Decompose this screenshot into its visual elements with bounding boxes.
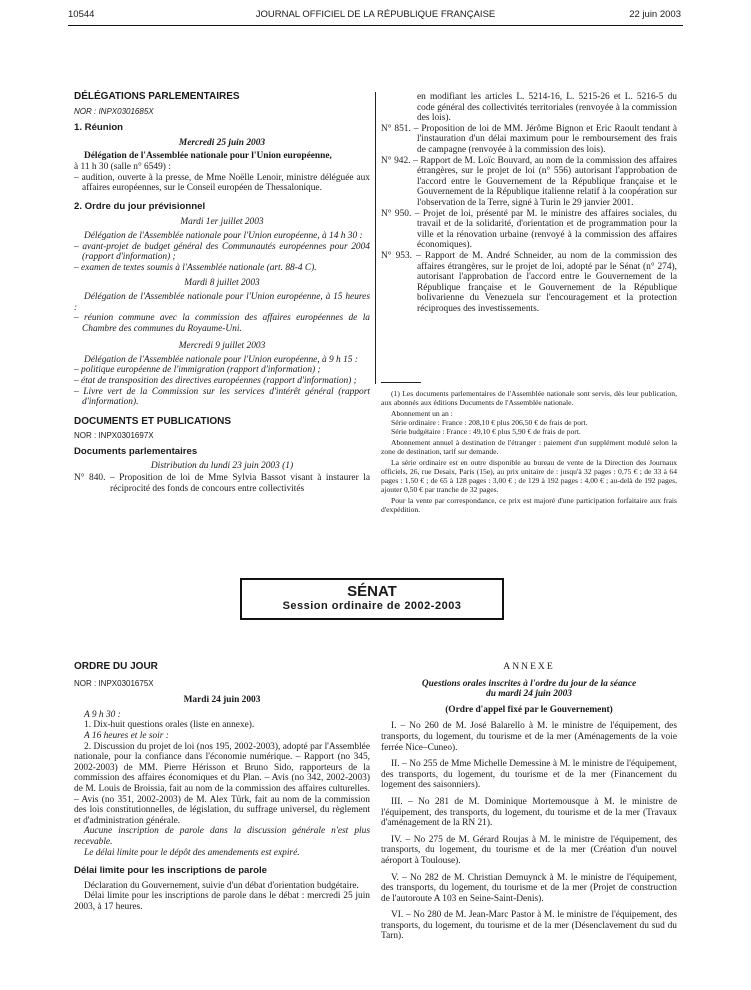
correspondance: Pour la vente par correspondance, ce prix est majoré d'une participation forfaitaire aux frais d'expédition.: [381, 496, 677, 514]
block-item: – politique européenne de l'immigration (rapport d'information) ;: [74, 365, 321, 376]
ordre-date: Mardi 24 juin 2003: [183, 695, 261, 706]
header-date: 22 juin 2003: [629, 9, 681, 20]
ordre-delai-amendements: Le délai limite pour le dépôt des amendements est expiré.: [84, 847, 300, 858]
annexe-appel: (Ordre d'appel fixé par le Gouvernement): [445, 704, 613, 715]
senat-session: Session ordinaire de 2002-2003: [282, 600, 462, 612]
serie-budgetaire: Série budgétaire : France : 49,10 € plus 5,90 € de frais de port.: [391, 427, 581, 436]
block-intro: Délégation de l'Assemblée nationale pour l'Union européenne, à 9 h 15 :: [84, 354, 358, 365]
senat-box: [240, 578, 504, 620]
block-item: – examen de textes soumis à l'Assemblée nationale (art. 88-4 C).: [74, 262, 317, 273]
ordre-item1: 1. Dix-huit questions orales (liste en annexe).: [84, 720, 255, 731]
document-840: N° 840. – Proposition de loi de Mme Sylvia Bassot visant à instaurer la réciprocité des fonds de concours entre collectivités: [74, 473, 370, 494]
block-date: Mardi 8 juillet 2003: [184, 278, 260, 289]
question-item: V. – No 282 de M. Christian Demuynck à M. le ministre de l'équipement, des transports, du logement, du tourisme et de la mer (Projet de construction de l'autoroute A 103 en Seine-Saint-Denis).: [381, 872, 677, 904]
documents-nor: NOR : INPX0301697X: [74, 431, 154, 441]
block-item: – réunion commune avec la commission des affaires européennes de la Chambre des communes du Royaume-Uni.: [74, 313, 370, 334]
document-942: N° 942. – Rapport de M. Loïc Bouvard, au nom de la commission des affaires étrangères, sur le projet de loi (n° 556) autorisant l'approbation de l'accord entre le Gouvernement de la République française et le Gouvernement de la République italienne relatif à la coopération sur l'observation de la Terre, signé à Turin le 29 janvier 2001.: [381, 155, 677, 208]
question-item: II. – No 255 de Mme Michelle Demessine à M. le ministre de l'équipement, des transports, du logement, du tourisme et de la mer (Financement du logement des saisonniers).: [381, 759, 677, 791]
reunion-time: à 11 h 30 (salle n° 6549) :: [74, 161, 171, 172]
documents-heading: DOCUMENTS ET PUBLICATIONS: [74, 415, 232, 427]
footnote-rule: [381, 382, 421, 383]
ordre-16h: A 16 heures et le soir :: [84, 730, 169, 741]
block-item: – avant-projet de budget général des Communautés européennes pour 2004 (rapport d'information) ;: [74, 241, 370, 263]
block-date: Mercredi 9 juillet 2003: [178, 341, 266, 352]
footnote: (1) Les documents parlementaires de l'Assemblée nationale sont servis, dès leur publication, aux abonnés aux éditions Documents de l'Assemblée nationale.: [381, 389, 677, 407]
senat-title: SÉNAT: [347, 583, 397, 600]
block-item: – état de transposition des directives européennes (rapport d'information) ;: [74, 376, 357, 387]
question-item: IV. – No 275 de M. Gérard Roujas à M. le ministre de l'équipement, des transports, du logement, du tourisme et de la mer (Création d'un nouvel aéroport à Toulouse).: [381, 834, 677, 866]
journal-title: JOURNAL OFFICIEL DE LA RÉPUBLIQUE FRANÇAISE: [255, 9, 496, 20]
page-number: 10544: [68, 9, 95, 20]
reunion-date: Mercredi 25 juin 2003: [178, 137, 266, 148]
document-840-continued: en modifiant les articles L. 5214-16, L. 5215-26 et L. 5216-5 du code général des collectivités territoriales (renvoyée à la commission des lois).: [417, 92, 677, 124]
ordre-previsionnel-title: 2. Ordre du jour prévisionnel: [74, 200, 206, 212]
ordre-item2: 2. Discussion du projet de loi (nos 195, 2002-2003), adopté par l'Assemblée nationale, pour la confiance dans l'économie numérique. – Rapport (no 345, 2002-2003) de MM. Pierre Hérisson et Bruno Sido, rapporteurs de la commission des affaires économiques et du Plan. – Avis (no 342, 2002-2003) de M. Louis de Broissia, fait au nom de la commission des affaires culturelles. – Avis (no 351, 2002-2003) de M. Alex Türk, fait au nom de la commission des lois constitutionnelles, de législation, du suffrage universel, du règlement et d'administration générale.: [74, 741, 370, 826]
annexe-column: [381, 662, 677, 942]
block-intro: Délégation de l'Assemblée nationale pour l'Union européenne, à 14 h 30 :: [84, 230, 363, 241]
declaration: Déclaration du Gouvernement, suivie d'un débat d'orientation budgétaire.: [84, 880, 359, 891]
right-column: [381, 92, 677, 314]
block-intro: Délégation de l'Assemblée nationale pour l'Union européenne, à 15 heures :: [74, 291, 370, 313]
reunion-title: 1. Réunion: [74, 122, 124, 134]
vente: La série ordinaire est en outre disponible au bureau de vente de la Direction des Journaux officiels, 26, rue Desaix, Paris (15e), au prix unitaire de : jusqu'à 32 pages : 0,75 € ; de 33 à 64 pages : 1,50 € ; de 65 à 128 pages : 3,00 € ; de 129 à 192 pages : 4,00 € ; au-delà de 192 pages, ajouter 0,50 € par tranche de 32 pages.: [381, 458, 677, 494]
annexe-heading: ANNEXE: [503, 661, 555, 672]
block-item: – Livre vert de la Commission sur les services d'intérêt général (rapport d'information).: [74, 386, 370, 408]
delai-title: Délai limite pour les inscriptions de parole: [74, 865, 267, 877]
ordre-930: A 9 h 30 :: [84, 709, 121, 720]
delegations-heading: DÉLÉGATIONS PARLEMENTAIRES: [74, 91, 240, 102]
question-item: VI. – No 280 de M. Jean-Marc Pastor à M. le ministre de l'équipement, des transports, du logement, du tourisme et de la mer (Désenclavement du sud du Tarn).: [381, 910, 677, 942]
documents-distribution: Distribution du lundi 23 juin 2003 (1): [150, 460, 294, 471]
column-divider: [375, 92, 376, 384]
etranger: Abonnement annuel à destination de l'étranger : paiement d'un supplément modulé selon la zone de destination, tarif sur demande.: [381, 438, 677, 456]
ordre-aucune: Aucune inscription de parole dans la discussion générale n'est plus recevable.: [74, 826, 370, 847]
document-953: N° 953. – Rapport de M. André Schneider, au nom de la commission des affaires étrangères, sur le projet de loi, adopté par le Sénat (n° 274), autorisant l'approbation de l'accord entre le Gouvernement de la République française et le Gouvernement de la République bolivarienne du Venezuela sur l'encouragement et la protection réciproques des investissements.: [381, 250, 677, 314]
block-date: Mardi 1er juillet 2003: [180, 217, 264, 228]
question-item: I. – No 260 de M. José Balarello à M. le ministre de l'équipement, des transports, du logement, du tourisme et de la mer (Aménagements de la voie ferrée Nice–Cuneo).: [381, 721, 677, 753]
question-item: III. – No 281 de M. Dominique Mortemousque à M. le ministre de l'équipement, des transports, du logement, du tourisme et de la mer (Travaux d'aménagement de la RN 21).: [381, 796, 677, 829]
annexe-subheading: Questions orales inscrites à l'ordre du jour de la séance du mardi 24 juin 2003: [421, 678, 637, 700]
abonnement: Abonnement un an :: [391, 409, 453, 418]
document-851: N° 851. – Proposition de loi de MM. Jérôme Bignon et Eric Raoult tendant à l'instauration d'un délai maximum pour le remboursement des frais de campagne (renvoyée à la commission des lois).: [381, 123, 677, 155]
footnote-block: [381, 389, 677, 514]
document-950: N° 950. – Projet de loi, présenté par M. le ministre des affaires sociales, du travail et de la solidarité, d'orientation et de programmation pour la ville et la rénovation urbaine (renvoyé à la commission des affaires économiques).: [381, 208, 677, 251]
reunion-delegation: Délégation de l'Assemblée nationale pour l'Union européenne,: [84, 151, 332, 162]
ordre-heading: ORDRE DU JOUR: [74, 661, 158, 672]
serie-ordinaire: Série ordinaire : France : 208,10 € plus 206,50 € de frais de port.: [391, 418, 588, 427]
reunion-item: – audition, ouverte à la presse, de Mme Noëlle Lenoir, ministre déléguée aux affaires européennes, sur le Conseil européen de Thessalonique.: [74, 172, 370, 194]
delegations-nor: NOR : INPX0301685X: [74, 106, 154, 116]
ordre-nor: NOR : INPX0301675X: [74, 678, 154, 688]
documents-sub: Documents parlementaires: [74, 446, 198, 458]
left-column: [74, 92, 370, 494]
delai-text: Délai limite pour les inscriptions de parole dans le débat : mercredi 25 juin 2003, à 17 heures.: [74, 891, 370, 912]
ordre-column: [74, 662, 370, 912]
header-rule: [68, 25, 683, 26]
